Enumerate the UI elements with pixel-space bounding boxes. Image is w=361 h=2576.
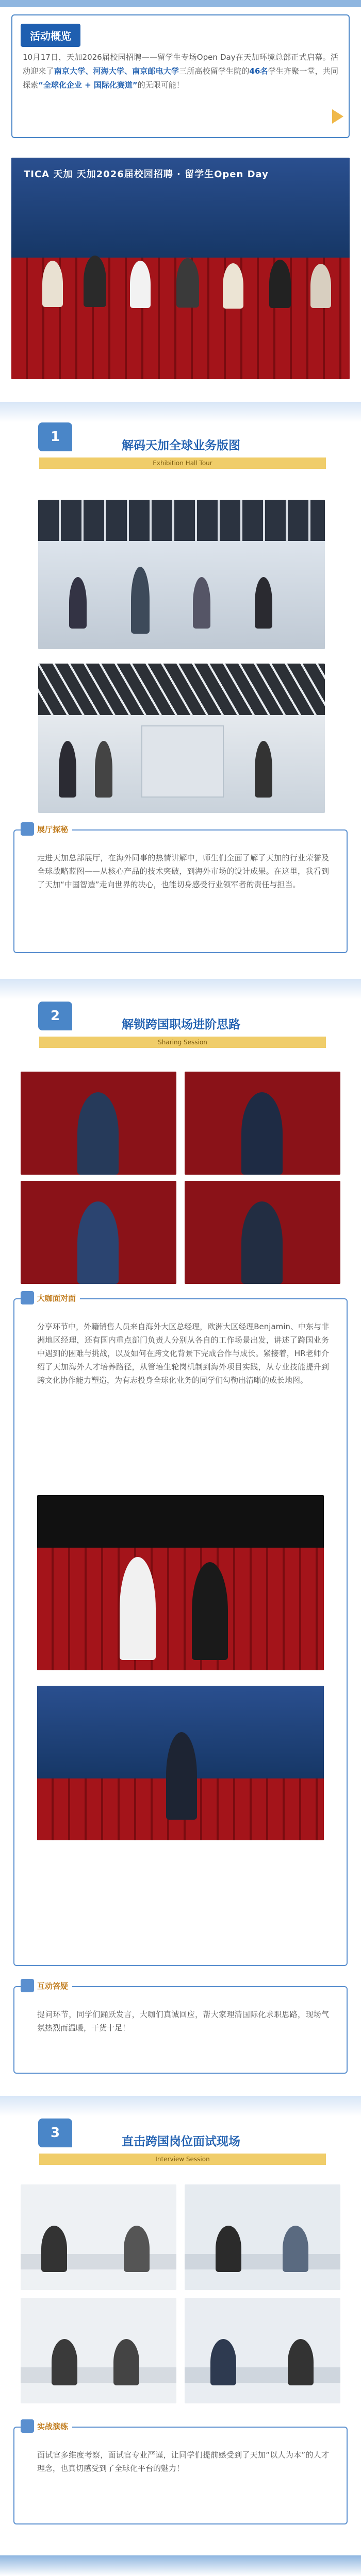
intro-label: 活动概览 xyxy=(21,24,80,47)
showroom-photo-1 xyxy=(38,500,325,649)
speaker-photo-1 xyxy=(21,1072,176,1175)
section2-textbox1 xyxy=(13,1293,348,1966)
interview-photo-1 xyxy=(21,2184,176,2290)
person xyxy=(69,577,87,629)
section2-title: 解锁跨国职场进阶思路 xyxy=(122,1018,240,1031)
interview-photo-3 xyxy=(21,2298,176,2403)
section-divider xyxy=(0,2096,361,2116)
speaker-photo-4 xyxy=(185,1181,340,1284)
arrow-right-icon xyxy=(332,109,343,124)
section2-box2-label: 互动答疑 xyxy=(37,1981,69,1991)
section1-paragraph: 走进天加总部展厅，在海外同事的热情讲解中，师生们全面了解了天加的行业荣誉及全球战略蓝图——从核心产品的技术突破，到海外市场的设计成果。在这里，我看到了天加“中国智造”走向世界的决心，也能切身感受行业领军者的责任与担当。 xyxy=(37,853,329,889)
person xyxy=(283,2226,308,2272)
person xyxy=(77,1201,119,1284)
intro-photo xyxy=(11,158,350,379)
showroom-photo-2 xyxy=(38,664,325,813)
section2-subtitle: Sharing Session xyxy=(39,1037,326,1048)
person xyxy=(84,256,106,307)
person xyxy=(113,2339,139,2385)
section2-box1-label: 大咖面对面 xyxy=(37,1293,76,1303)
person xyxy=(216,2226,241,2272)
person xyxy=(310,264,331,308)
sharing-photo-2 xyxy=(37,1686,324,1840)
person xyxy=(77,1092,119,1175)
person xyxy=(269,260,291,308)
section1-textbox xyxy=(13,824,348,953)
section2-number: 2 xyxy=(38,1002,72,1030)
person xyxy=(166,1732,197,1820)
person xyxy=(52,2339,77,2385)
person xyxy=(255,741,272,798)
person xyxy=(41,2226,67,2272)
section3-box-label: 实战演练 xyxy=(37,2421,69,2431)
person xyxy=(192,1562,228,1660)
person xyxy=(124,2226,150,2272)
interview-photo-2 xyxy=(185,2184,340,2290)
section1-box-label: 展厅探秘 xyxy=(37,824,69,834)
section3-number: 3 xyxy=(38,2119,72,2147)
person xyxy=(241,1092,283,1175)
person xyxy=(59,741,76,798)
speaker-photo-3 xyxy=(21,1181,176,1284)
section3-title: 直击跨国岗位面试现场 xyxy=(122,2135,240,2148)
person xyxy=(288,2339,314,2385)
section2-textbox2 xyxy=(13,1981,348,2074)
folder-icon xyxy=(21,1291,34,1304)
sharing-photo-1 xyxy=(37,1495,324,1670)
section1-title: 解码天加全球业务版图 xyxy=(122,439,240,452)
person xyxy=(255,577,272,629)
section2-box1-paragraph: 分享环节中，外籍销售人员来自海外大区总经理，欧洲大区经理Benjamin、中东与非洲地区经理，还有国内重点部门负责人分别从各自的工作场景出发，讲述了跨国业务中遇到的困难与挑战，以及如何在跨文化背景下完成合作与成长。紧接着，HR老师介绍了天加海外人才培养路径，从管培生轮岗机制到海外项目实践，从专业技能提升到跨文化协作能力塑造，为有志投身全球化业务的同学们勾勒出清晰的成长地图。 xyxy=(37,1322,329,1385)
person xyxy=(95,741,112,798)
section3-subtitle: Interview Session xyxy=(39,2154,326,2165)
person xyxy=(120,1557,156,1660)
section2-box2-paragraph: 提问环节，同学们踊跃发言，大咖们真诚回应，帮大家理清国际化求职思路，现场气氛热烈而温暖，干货十足！ xyxy=(37,2010,329,2032)
interview-photo-4 xyxy=(185,2298,340,2403)
person xyxy=(241,1201,283,1284)
section-divider xyxy=(0,979,361,999)
person xyxy=(210,2339,236,2385)
section1-subtitle: Exhibition Hall Tour xyxy=(39,457,326,469)
person xyxy=(131,567,150,634)
folder-icon xyxy=(21,2419,34,2433)
person xyxy=(193,577,210,629)
divider-bar xyxy=(0,2555,361,2576)
person xyxy=(223,263,243,309)
section3-paragraph: 面试官多维度考察，面试官专业严谨，让同学们提前感受到了天加“以人为本”的人才理念，也真切感受到了全球化平台的魅力！ xyxy=(37,2450,329,2473)
folder-icon xyxy=(21,1979,34,1992)
person xyxy=(42,261,63,307)
person xyxy=(176,258,199,308)
intro-card xyxy=(11,14,350,138)
folder-icon xyxy=(21,822,34,836)
section1-number: 1 xyxy=(38,422,72,451)
speaker-photo-2 xyxy=(185,1072,340,1175)
section3-textbox xyxy=(13,2421,348,2524)
person xyxy=(130,261,151,308)
section-divider xyxy=(0,402,361,422)
top-bar xyxy=(0,0,361,7)
intro-paragraph: 10月17日，天加2026届校园招聘——留学生专场Open Day在天加环境总部正式启幕。活动迎来了南京大学、河海大学、南京邮电大学三所高校留学生院的46名学生齐聚一堂，共同探索“全球化企业 + 国际化赛道”的无限可能！ xyxy=(23,53,338,90)
banner-text: TICA 天加 天加2026届校园招聘 · 留学生Open Day xyxy=(24,169,269,180)
